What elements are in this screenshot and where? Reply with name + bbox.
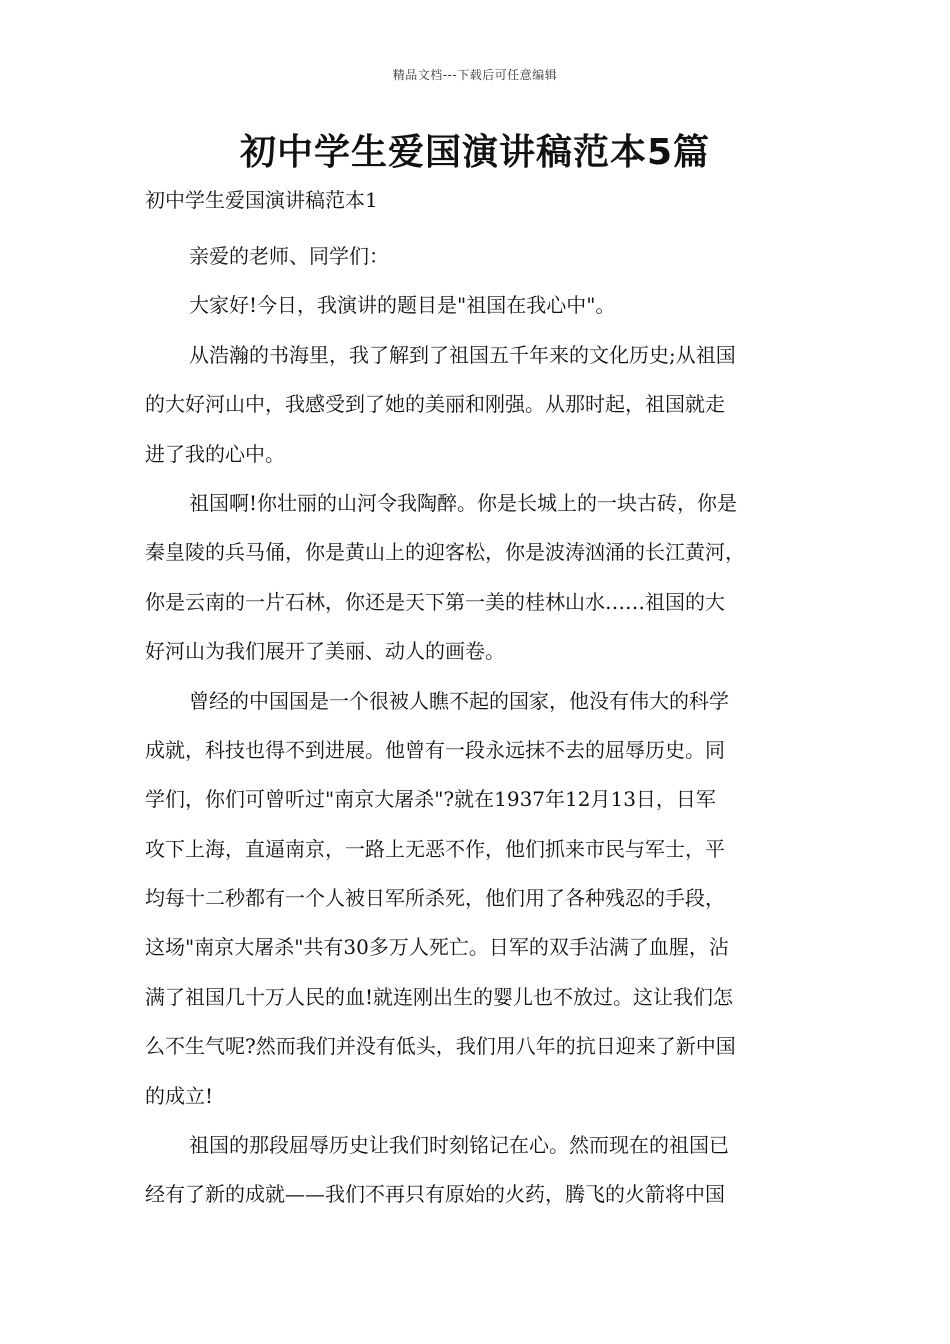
text-line: 祖国的那段屈辱历史让我们时刻铭记在心。然而现在的祖国已	[189, 1133, 729, 1158]
body-text	[145, 232, 805, 1220]
paragraph	[145, 232, 805, 281]
text-line: 祖国啊!你壮丽的山河令我陶醉。你是长城上的一块古砖，你是	[189, 490, 738, 515]
text-line: 攻下上海，直逼南京，一路上无恶不作，他们抓来市民与军士，平	[145, 836, 725, 861]
text-line: 进了我的心中。	[145, 441, 285, 466]
document-title: 初中学生爱国演讲稿范本5篇	[239, 132, 711, 173]
header-note: 精品文档---下载后可任意编辑	[392, 68, 558, 82]
text-line: 的大好河山中，我感受到了她的美丽和刚强。从那时起，祖国就走	[145, 392, 725, 417]
text-line: 学们，你们可曾听过"南京大屠杀"?就在1937年12月13日，日军	[145, 787, 716, 812]
text-line: 满了祖国几十万人民的血!就连刚出生的婴儿也不放过。这让我们怎	[145, 984, 734, 1009]
text-line: 大家好!今日，我演讲的题目是"祖国在我心中"。	[189, 293, 616, 318]
paragraph	[145, 677, 805, 1122]
text-line: 经有了新的成就——我们不再只有原始的火药，腾飞的火箭将中国	[145, 1182, 725, 1207]
section-heading: 初中学生爱国演讲稿范本1	[145, 188, 378, 212]
text-line: 秦皇陵的兵马俑，你是黄山上的迎客松，你是波涛汹涌的长江黄河，	[145, 540, 745, 565]
text-line: 曾经的中国国是一个很被人瞧不起的国家，他没有伟大的科学	[189, 688, 729, 713]
text-line: 均每十二秒都有一个人被日军所杀死，他们用了各种残忍的手段，	[145, 886, 725, 911]
paragraph	[145, 479, 805, 677]
text-line: 的成立!	[145, 1083, 214, 1108]
text-line: 好河山为我们展开了美丽、动人的画卷。	[145, 639, 505, 664]
paragraph	[145, 331, 805, 479]
text-line: 从浩瀚的书海里，我了解到了祖国五千年来的文化历史;从祖国	[189, 342, 736, 367]
paragraph	[145, 281, 805, 330]
text-line: 成就，科技也得不到进展。他曾有一段永远抹不去的屈辱历史。同	[145, 737, 725, 762]
text-line: 亲爱的老师、同学们：	[189, 244, 389, 268]
paragraph	[145, 1121, 805, 1220]
text-line: 你是云南的一片石林，你还是天下第一美的桂林山水……祖国的大	[145, 589, 725, 614]
text-line: 这场"南京大屠杀"共有30多万人死亡。日军的双手沾满了血腥，沾	[145, 935, 729, 960]
text-line: 么不生气呢?然而我们并没有低头，我们用八年的抗日迎来了新中国	[145, 1034, 736, 1059]
